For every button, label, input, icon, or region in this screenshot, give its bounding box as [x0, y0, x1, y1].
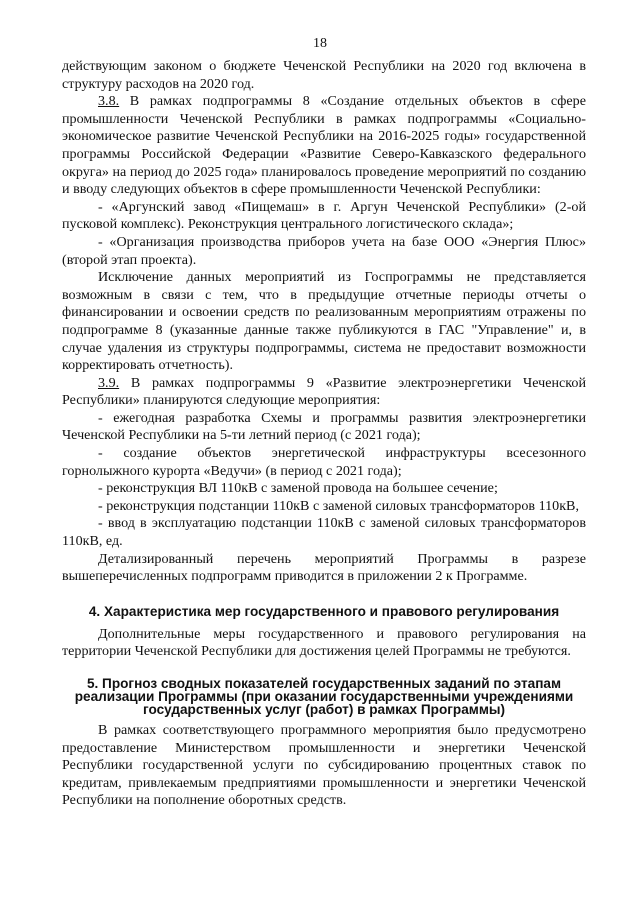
paragraph-3-8 — [62, 93, 586, 199]
list-item: - ввод в эксплуатацию подстанции 110кВ с заменой силовых трансформаторов 110кВ, ед. — [62, 515, 586, 550]
paragraph-exclusion-note: Исключение данных мероприятий из Госпрограммы не представляется возможным в связи с тем, что в предыдущие отчетные периоды отчеты о финансировании и освоении средств по реализованным мероприятиям отражены по подпрограмме 8 (указанные данные также публикуются в ГАС "Управление" и, в случае удаления из структуры подпрограммы, система не предоставит возможности корректировать отчетность). — [62, 269, 586, 374]
list-item: - создание объектов энергетической инфраструктуры всесезонного горнолыжного курорта «Ведучи» (в период с 2021 года); — [62, 445, 586, 479]
section-4-text: Дополнительные меры государственного и правового регулирования на территории Чеченской Республики для достижения целей Программы не требуются. — [62, 625, 586, 660]
paragraph-continuation: действующим законом о бюджете Чеченской Республики на 2020 год включена в структуру расходов на 2020 год. — [62, 58, 586, 92]
paragraph-detail: Детализированный перечень мероприятий Программы в разрезе вышеперечисленных подпрограмм приводится в приложении 2 к Программе. — [62, 550, 586, 585]
paragraph-3-9 — [62, 375, 586, 410]
section-4-heading: 4. Характеристика мер государственного и правового регулирования — [88, 603, 560, 619]
paragraph-3-9-text: В рамках подпрограммы 9 «Развитие электроэнергетики Чеченской Республики» планируются следующие мероприятия: — [62, 374, 586, 409]
item-number-3-9: 3.9. — [98, 374, 120, 391]
list-item: - ежегодная разработка Схемы и программы развития электроэнергетики Чеченской Республики на 5-ти летний период (с 2021 года); — [62, 409, 586, 444]
page-number: 18 — [313, 36, 327, 51]
section-5-heading: 5. Прогноз сводных показателей государственных заданий по этапам реализации Программы (при оказании государственными учреждениями государственных услуг (работ) в рамках Программы) — [74, 676, 574, 717]
list-item: - реконструкция ВЛ 110кВ с заменой провода на большее сечение; — [98, 480, 498, 497]
document-body — [62, 58, 586, 810]
section-5-text: В рамках соответствующего программного мероприятия было предусмотрено предоставление Министерством промышленности и энергетики Чеченской Республики государственной услуги по субсидированию процентных ставок по кредитам, привлекаемым предприятиями промышленности и энергетики Чеченской Республики на пополнение оборотных средств. — [62, 722, 586, 809]
paragraph-3-8-text: В рамках подпрограммы 8 «Создание отдельных объектов в сфере промышленности Чеченской Республики в рамках подпрограммы «Социально-экономическое развитие Чеченской Республики на 2016-2025 годы» государственной программы Российской Федерации «Развитие Северо-Кавказского федерального округа» на период до 2025 года» планировалось проведение мероприятий по созданию и вводу следующих объектов в сфере промышленности Чеченской Республики: — [62, 93, 586, 198]
list-item: - «Организация производства приборов учета на базе ООО «Энергия Плюс» (второй этап проекта). — [62, 233, 586, 268]
list-item: - реконструкция подстанции 110кВ с заменой силовых трансформаторов 110кВ, — [98, 497, 579, 514]
item-number-3-8: 3.8. — [98, 93, 120, 110]
list-item: - «Аргунский завод «Пищемаш» в г. Аргун Чеченской Республики» (2-ой пусковой комплекс). Реконструкция центрального логистического склада»; — [62, 198, 586, 233]
